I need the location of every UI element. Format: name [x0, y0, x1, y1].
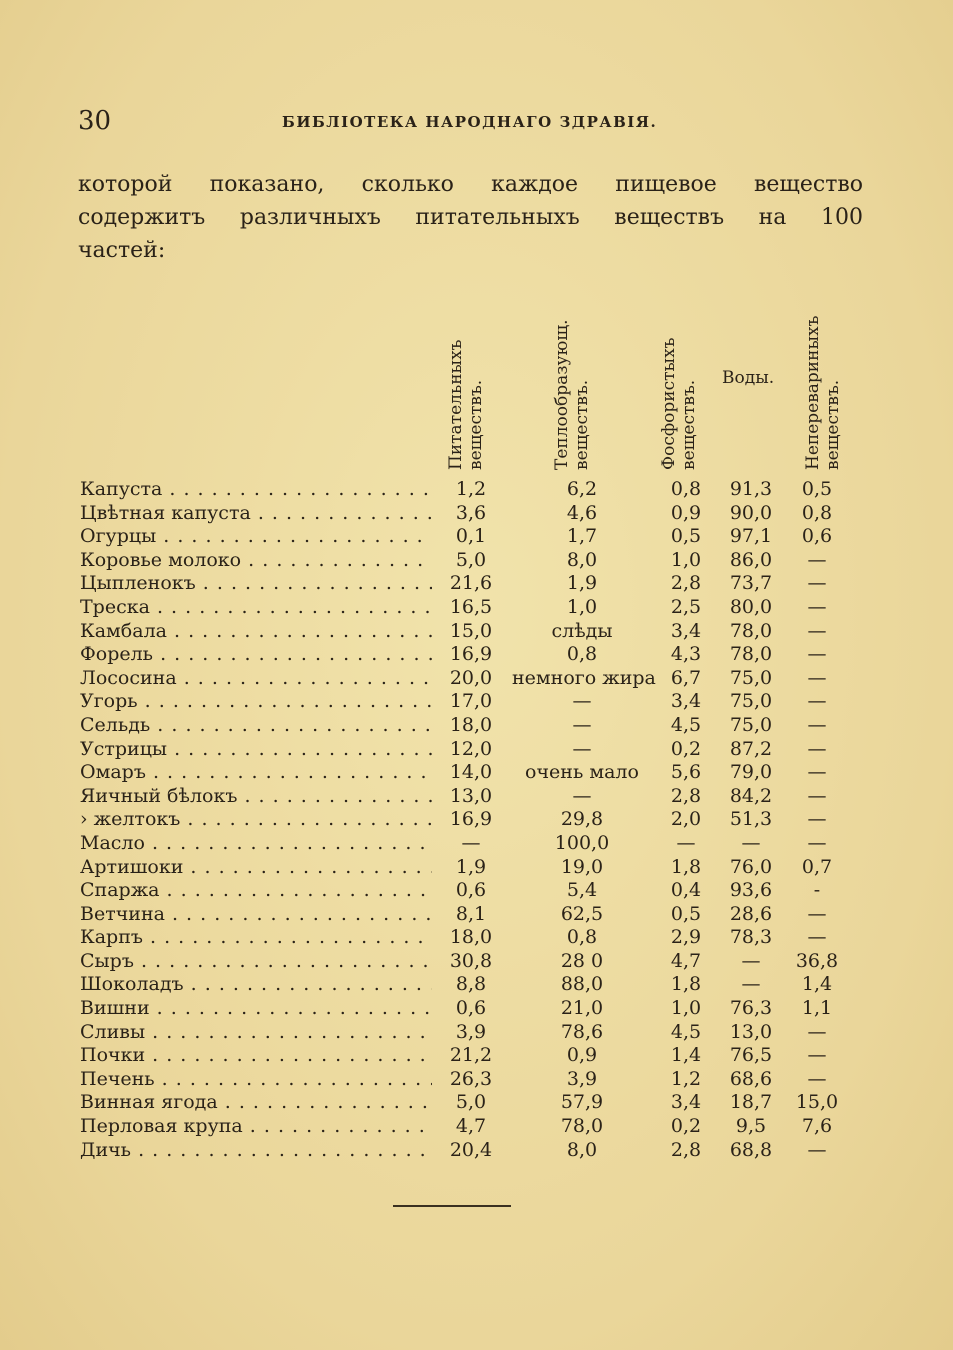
- food-name: Сельдь . . .: [80, 714, 432, 738]
- table-row: [0, 832, 953, 856]
- table-cell-c1: 17,0: [449, 690, 493, 713]
- food-composition-table: [0, 478, 953, 1162]
- table-cell-c4: 80,0: [729, 595, 773, 618]
- table-cell-c1: 15,0: [449, 619, 493, 642]
- table-cell-c2: —: [572, 784, 592, 807]
- table-row: [0, 1139, 953, 1163]
- table-cell-c3: 5,6: [670, 761, 702, 784]
- table-row: [0, 1091, 953, 1115]
- table-cell-c4: 90,0: [729, 501, 773, 524]
- column-header-nutritive: [446, 340, 486, 470]
- table-cell-c1: —: [461, 831, 481, 854]
- table-cell-c2: немного жира: [512, 666, 656, 689]
- food-name: Огурцы . . .: [80, 525, 432, 549]
- table-row: [0, 596, 953, 620]
- table-cell-c4: 84,2: [729, 784, 773, 807]
- table-cell-c2: 5,4: [566, 879, 598, 902]
- column-header-indigestible: [803, 316, 843, 470]
- table-row: [0, 1068, 953, 1092]
- table-cell-c4: 86,0: [729, 548, 773, 571]
- table-cell-c4: 75,0: [729, 713, 773, 736]
- table-cell-c3: 0,5: [670, 902, 702, 925]
- closing-rule: [393, 1205, 511, 1207]
- food-name: Винная ягода . . .: [80, 1091, 432, 1115]
- food-name: Угорь . . .: [80, 690, 432, 714]
- column-header-line: Питательныхъ: [446, 339, 466, 470]
- table-cell-c5: —: [807, 713, 827, 736]
- food-name: Ветчина . . .: [80, 903, 432, 927]
- food-name: Масло . . .: [80, 832, 432, 856]
- table-cell-c5: —: [807, 548, 827, 571]
- table-cell-c2: —: [572, 737, 592, 760]
- table-cell-c4: 91,3: [729, 478, 773, 500]
- table-cell-c4: 76,0: [729, 855, 773, 878]
- table-cell-c2: 19,0: [560, 855, 604, 878]
- table-cell-c4: 78,0: [729, 619, 773, 642]
- table-cell-c4: 76,5: [729, 1044, 773, 1067]
- column-header-line: Неперевариныхъ: [803, 315, 823, 470]
- table-row: [0, 502, 953, 526]
- table-cell-c3: 6,7: [670, 666, 702, 689]
- table-cell-c3: 4,5: [670, 1020, 702, 1043]
- table-cell-c3: 2,5: [670, 595, 702, 618]
- table-row: [0, 1044, 953, 1068]
- table-cell-c1: 0,1: [455, 525, 487, 548]
- column-header-water: Воды.: [722, 368, 775, 388]
- food-name: Спаржа . . .: [80, 879, 432, 903]
- food-name: Дичь . . .: [80, 1139, 432, 1163]
- food-name: Цвѣтная капуста . . .: [80, 502, 432, 526]
- table-cell-c1: 12,0: [449, 737, 493, 760]
- table-cell-c1: 26,3: [449, 1067, 493, 1090]
- table-cell-c3: 3,4: [670, 619, 702, 642]
- table-cell-c3: 4,3: [670, 643, 702, 666]
- table-row: [0, 926, 953, 950]
- food-name: Яичный бѣлокъ . . .: [80, 785, 432, 809]
- food-name: Коровье молоко . . .: [80, 549, 432, 573]
- table-cell-c3: 1,8: [670, 973, 702, 996]
- table-cell-c5: —: [807, 1020, 827, 1043]
- table-cell-c2: 8,0: [566, 548, 598, 571]
- table-cell-c4: 13,0: [729, 1020, 773, 1043]
- table-cell-c1: 14,0: [449, 761, 493, 784]
- table-row: [0, 572, 953, 596]
- table-cell-c3: 1,0: [670, 548, 702, 571]
- table-cell-c2: 62,5: [560, 902, 604, 925]
- table-cell-c3: 0,8: [670, 478, 702, 500]
- table-cell-c4: 18,7: [729, 1091, 773, 1114]
- table-row: [0, 643, 953, 667]
- column-header-heat: [552, 319, 592, 470]
- table-row: [0, 1021, 953, 1045]
- table-cell-c4: 73,7: [729, 572, 773, 595]
- table-cell-c1: 16,9: [449, 808, 493, 831]
- table-cell-c5: 1,1: [801, 997, 833, 1020]
- table-cell-c1: 8,1: [455, 902, 487, 925]
- table-cell-c3: 1,0: [670, 997, 702, 1020]
- table-cell-c4: —: [741, 831, 761, 854]
- table-cell-c3: 3,4: [670, 690, 702, 713]
- table-cell-c3: 2,8: [670, 1138, 702, 1161]
- table-row: [0, 549, 953, 573]
- food-name: Форель . . .: [80, 643, 432, 667]
- table-row: [0, 973, 953, 997]
- table-cell-c2: 88,0: [560, 973, 604, 996]
- table-cell-c4: 87,2: [729, 737, 773, 760]
- table-cell-c5: 0,8: [801, 501, 833, 524]
- table-cell-c2: 100,0: [554, 831, 610, 854]
- column-header-line: веществъ.: [466, 379, 486, 470]
- table-cell-c1: 16,9: [449, 643, 493, 666]
- running-title: БИБЛІОТЕКА НАРОДНАГО ЗДРАВІЯ.: [282, 113, 658, 131]
- food-name: Почки . . .: [80, 1044, 432, 1068]
- table-cell-c5: 36,8: [795, 949, 839, 972]
- table-cell-c2: 28 0: [560, 949, 604, 972]
- table-cell-c4: 79,0: [729, 761, 773, 784]
- column-header-line: веществъ.: [823, 379, 843, 470]
- food-name: Шоколадъ . . .: [80, 973, 432, 997]
- table-cell-c1: 18,0: [449, 713, 493, 736]
- table-cell-c4: —: [741, 949, 761, 972]
- table-cell-c5: —: [807, 831, 827, 854]
- table-row: [0, 856, 953, 880]
- table-cell-c5: —: [807, 1067, 827, 1090]
- table-cell-c2: 3,9: [566, 1067, 598, 1090]
- page-number: 30: [78, 106, 112, 136]
- table-cell-c4: 78,0: [729, 643, 773, 666]
- table-cell-c4: 75,0: [729, 690, 773, 713]
- table-cell-c4: 97,1: [729, 525, 773, 548]
- table-cell-c2: 78,0: [560, 1115, 604, 1138]
- table-cell-c2: 0,8: [566, 926, 598, 949]
- table-cell-c3: 3,4: [670, 1091, 702, 1114]
- table-cell-c3: 4,7: [670, 949, 702, 972]
- table-cell-c5: 0,7: [801, 855, 833, 878]
- table-cell-c3: 1,8: [670, 855, 702, 878]
- food-name: Перловая крупа . . .: [80, 1115, 432, 1139]
- food-name: Вишни . . .: [80, 997, 432, 1021]
- table-cell-c5: 0,6: [801, 525, 833, 548]
- table-cell-c2: 4,6: [566, 501, 598, 524]
- table-cell-c5: —: [807, 666, 827, 689]
- table-cell-c5: —: [807, 808, 827, 831]
- table-cell-c1: 20,0: [449, 666, 493, 689]
- table-cell-c1: 5,0: [455, 1091, 487, 1114]
- table-cell-c2: 0,8: [566, 643, 598, 666]
- table-cell-c4: 68,8: [729, 1138, 773, 1161]
- table-cell-c3: 0,4: [670, 879, 702, 902]
- table-cell-c1: 13,0: [449, 784, 493, 807]
- table-row: [0, 808, 953, 832]
- intro-line: частей:: [78, 238, 166, 263]
- food-name: Артишоки . . .: [80, 856, 432, 880]
- column-header-line: Теплообразующ.: [552, 319, 572, 470]
- table-cell-c1: 3,9: [455, 1020, 487, 1043]
- table-cell-c2: 1,7: [566, 525, 598, 548]
- food-name: › желтокъ . . .: [80, 808, 432, 832]
- table-cell-c2: очень мало: [525, 761, 639, 784]
- table-cell-c2: 0,9: [566, 1044, 598, 1067]
- table-cell-c4: 75,0: [729, 666, 773, 689]
- table-cell-c4: 93,6: [729, 879, 773, 902]
- food-name: Устрицы . . .: [80, 738, 432, 762]
- table-cell-c5: —: [807, 1138, 827, 1161]
- table-row: [0, 1115, 953, 1139]
- table-cell-c5: —: [807, 643, 827, 666]
- food-name: Цыпленокъ . . .: [80, 572, 432, 596]
- intro-line: которой показано, сколько каждое пищевое вещество: [78, 172, 863, 197]
- table-row: [0, 761, 953, 785]
- table-cell-c4: 9,5: [735, 1115, 767, 1138]
- table-cell-c2: слѣды: [551, 619, 613, 642]
- table-cell-c5: 7,6: [801, 1115, 833, 1138]
- table-cell-c5: —: [807, 572, 827, 595]
- table-cell-c3: 2,9: [670, 926, 702, 949]
- table-cell-c3: 1,4: [670, 1044, 702, 1067]
- table-cell-c2: 29,8: [560, 808, 604, 831]
- table-cell-c1: 1,2: [455, 478, 487, 500]
- table-row: [0, 738, 953, 762]
- table-cell-c2: 1,9: [566, 572, 598, 595]
- table-cell-c3: 1,2: [670, 1067, 702, 1090]
- column-header-line: веществъ.: [679, 379, 699, 470]
- table-cell-c3: 2,8: [670, 572, 702, 595]
- table-cell-c1: 0,6: [455, 997, 487, 1020]
- table-cell-c3: 0,2: [670, 1115, 702, 1138]
- table-cell-c2: 6,2: [566, 478, 598, 500]
- table-row: [0, 997, 953, 1021]
- table-cell-c4: 78,3: [729, 926, 773, 949]
- table-cell-c2: —: [572, 713, 592, 736]
- table-cell-c5: —: [807, 619, 827, 642]
- table-cell-c5: 15,0: [795, 1091, 839, 1114]
- table-cell-c4: 76,3: [729, 997, 773, 1020]
- table-cell-c2: 1,0: [566, 595, 598, 618]
- table-cell-c3: 0,2: [670, 737, 702, 760]
- table-cell-c5: —: [807, 690, 827, 713]
- table-cell-c4: 28,6: [729, 902, 773, 925]
- table-row: [0, 903, 953, 927]
- table-cell-c5: -: [813, 879, 821, 902]
- table-cell-c1: 8,8: [455, 973, 487, 996]
- table-cell-c5: —: [807, 595, 827, 618]
- table-cell-c1: 18,0: [449, 926, 493, 949]
- food-name: Лососина . . .: [80, 667, 432, 691]
- table-cell-c3: 2,8: [670, 784, 702, 807]
- intro-paragraph: [78, 168, 863, 267]
- table-cell-c2: —: [572, 690, 592, 713]
- food-name: Сыръ . . .: [80, 950, 432, 974]
- table-cell-c5: —: [807, 902, 827, 925]
- table-row: [0, 879, 953, 903]
- intro-line: содержитъ различныхъ питательныхъ веществъ на 100: [78, 205, 863, 230]
- food-name: Печень . . .: [80, 1068, 432, 1092]
- column-header-line: Фосфористыхъ: [659, 337, 679, 470]
- table-cell-c3: 4,5: [670, 713, 702, 736]
- food-name: Сливы . . .: [80, 1021, 432, 1045]
- table-cell-c2: 78,6: [560, 1020, 604, 1043]
- table-cell-c3: 2,0: [670, 808, 702, 831]
- table-cell-c5: 1,4: [801, 973, 833, 996]
- table-row: [0, 525, 953, 549]
- table-cell-c2: 21,0: [560, 997, 604, 1020]
- table-row: [0, 620, 953, 644]
- food-name: Омаръ . . .: [80, 761, 432, 785]
- table-cell-c2: 8,0: [566, 1138, 598, 1161]
- food-name: Карпъ . . .: [80, 926, 432, 950]
- table-cell-c4: 51,3: [729, 808, 773, 831]
- table-row: [0, 785, 953, 809]
- table-cell-c2: 57,9: [560, 1091, 604, 1114]
- table-row: [0, 690, 953, 714]
- food-name: Камбала . . .: [80, 620, 432, 644]
- table-cell-c1: 30,8: [449, 949, 493, 972]
- table-cell-c3: 0,9: [670, 501, 702, 524]
- table-cell-c5: —: [807, 761, 827, 784]
- table-cell-c1: 20,4: [449, 1138, 493, 1161]
- table-cell-c1: 5,0: [455, 548, 487, 571]
- table-cell-c1: 1,9: [455, 855, 487, 878]
- table-cell-c1: 0,6: [455, 879, 487, 902]
- table-row: [0, 950, 953, 974]
- table-cell-c5: —: [807, 784, 827, 807]
- table-cell-c1: 16,5: [449, 595, 493, 618]
- table-cell-c5: —: [807, 926, 827, 949]
- column-header-line: веществъ.: [572, 379, 592, 470]
- table-cell-c1: 3,6: [455, 501, 487, 524]
- table-row: [0, 714, 953, 738]
- food-name: Треска . . .: [80, 596, 432, 620]
- table-cell-c1: 21,6: [449, 572, 493, 595]
- food-name: Капуста . . .: [80, 478, 432, 502]
- table-row: [0, 478, 953, 502]
- column-header-phosphorus: [659, 338, 699, 470]
- table-cell-c3: —: [676, 831, 696, 854]
- table-cell-c5: —: [807, 1044, 827, 1067]
- table-row: [0, 667, 953, 691]
- table-cell-c5: —: [807, 737, 827, 760]
- table-cell-c4: 68,6: [729, 1067, 773, 1090]
- table-cell-c4: —: [741, 973, 761, 996]
- table-cell-c3: 0,5: [670, 525, 702, 548]
- table-cell-c1: 21,2: [449, 1044, 493, 1067]
- table-cell-c5: 0,5: [801, 478, 833, 500]
- table-cell-c1: 4,7: [455, 1115, 487, 1138]
